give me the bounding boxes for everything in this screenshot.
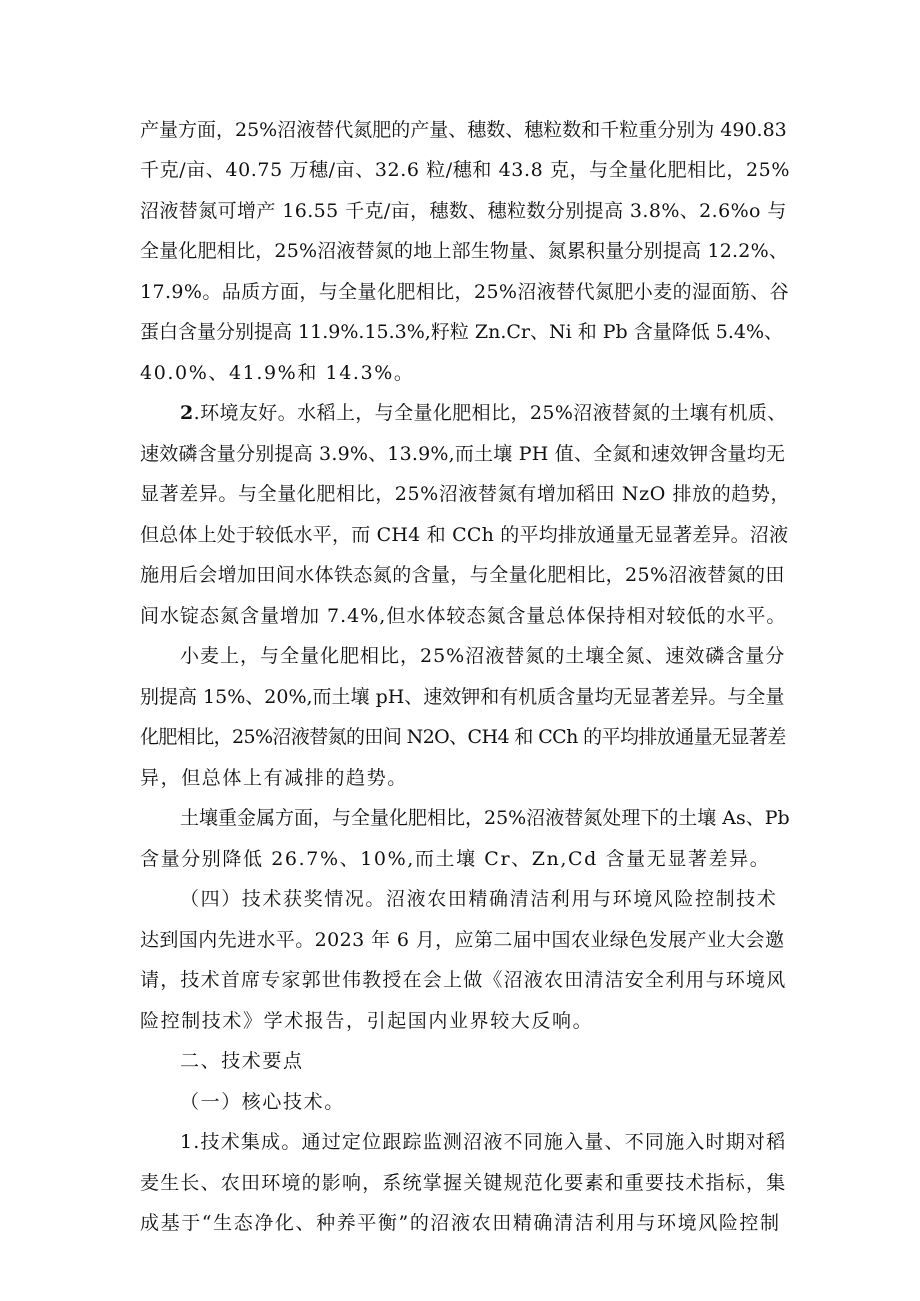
item-number: 2 [180, 402, 194, 424]
text-line-12: 施用后会增加田间水体铁态氮的含量，与全量化肥相比，25%沼液替氮的田 [140, 564, 785, 586]
text-line-1: 产量方面，25%沼液替代氮肥的产量、穗数、穗粒数和千粒重分别为 490.83 [140, 119, 787, 141]
text-line-18: 土壤重金属方面，与全量化肥相比，25%沼液替氮处理下的土壤 As、Pb [180, 807, 790, 829]
text-line-11: 但总体上处于较低水平，而 CH4 和 CCh 的平均排放通量无显著差异。沼液 [140, 524, 789, 546]
text-line-14: 小麦上，与全量化肥相比，25%沼液替氮的土壤全氮、速效磷含量分 [180, 645, 786, 667]
text-line-15: 别提高 15%、20%,而土壤 pH、速效钾和有机质含量均无显著差异。与全量 [140, 686, 785, 708]
text-line-2: 千克/亩、40.75 万穗/亩、32.6 粒/穗和 43.8 克，与全量化肥相比，25% [140, 159, 790, 181]
item-text: .环境友好。水稻上，与全量化肥相比，25%沼液替氮的土壤有机质、 [193, 402, 787, 424]
text-line-9: 速效磷含量分别提高 3.9%、13.9%,而土壤 PH 值、全氮和速效钾含量均无 [140, 443, 786, 465]
text-line-26: 1.技术集成。通过定位跟踪监测沼液不同施入量、不同施入时期对稻 [180, 1131, 787, 1153]
text-line-19: 含量分别降低 26.7%、10%,而土壤 Cr、Zn,Cd 含量无显著差异。 [140, 848, 771, 870]
text-line-4: 全量化肥相比，25%沼液替氮的地上部生物量、氮累积量分别提高 12.2%、 [140, 240, 789, 262]
text-line-6: 蛋白含量分别提高 11.9%.15.3%,籽粒 Zn.Cr、Ni 和 Pb 含量降低 5.4%、 [140, 321, 784, 343]
text-line-23: 险控制技术》学术报告，引起国内业界较大反响。 [140, 1010, 594, 1032]
subsection-heading: （一）核心技术。 [180, 1091, 345, 1113]
text-line-7: 40.0%、41.9%和 14.3%。 [140, 362, 415, 384]
text-line-21: 达到国内先进水平。2023 年 6 月，应第二届中国农业绿色发展产业大会邀 [140, 929, 785, 951]
text-line-22: 请，技术首席专家郭世伟教授在会上做《沼液农田清洁安全利用与环境风 [140, 969, 787, 991]
text-line-3: 沼液替氮可增产 16.55 千克/亩，穗数、穗粒数分别提高 3.8%、2.6%o 与 [140, 200, 787, 222]
text-line-27: 麦生长、农田环境的影响，系统掌握关键规范化要素和重要技术指标，集 [140, 1172, 787, 1194]
text-line-8 [180, 401, 787, 425]
text-line-13: 间水锭态氮含量增加 7.4%,但水体较态氮含量总体保持相对较低的水平。 [140, 605, 787, 627]
text-line-5: 17.9%。品质方面，与全量化肥相比，25%沼液替代氮肥小麦的湿面筋、谷 [140, 281, 789, 303]
text-line-10: 显著差异。与全量化肥相比，25%沼液替氮有增加稻田 NzO 排放的趋势， [140, 483, 791, 505]
section-heading: 二、技术要点 [180, 1050, 304, 1072]
text-line-28: 成基于“生态净化、种养平衡”的沼液农田精确清洁利用与环境风险控制 [140, 1212, 781, 1234]
text-line-16: 化肥相比，25%沼液替氮的田间 N2O、CH4 和 CCh 的平均排放通量无显著差 [140, 726, 786, 748]
text-line-20: （四）技术获奖情况。沼液农田精确清洁利用与环境风险控制技术 [180, 888, 778, 910]
text-line-17: 异，但总体上有减排的趋势。 [140, 767, 408, 789]
